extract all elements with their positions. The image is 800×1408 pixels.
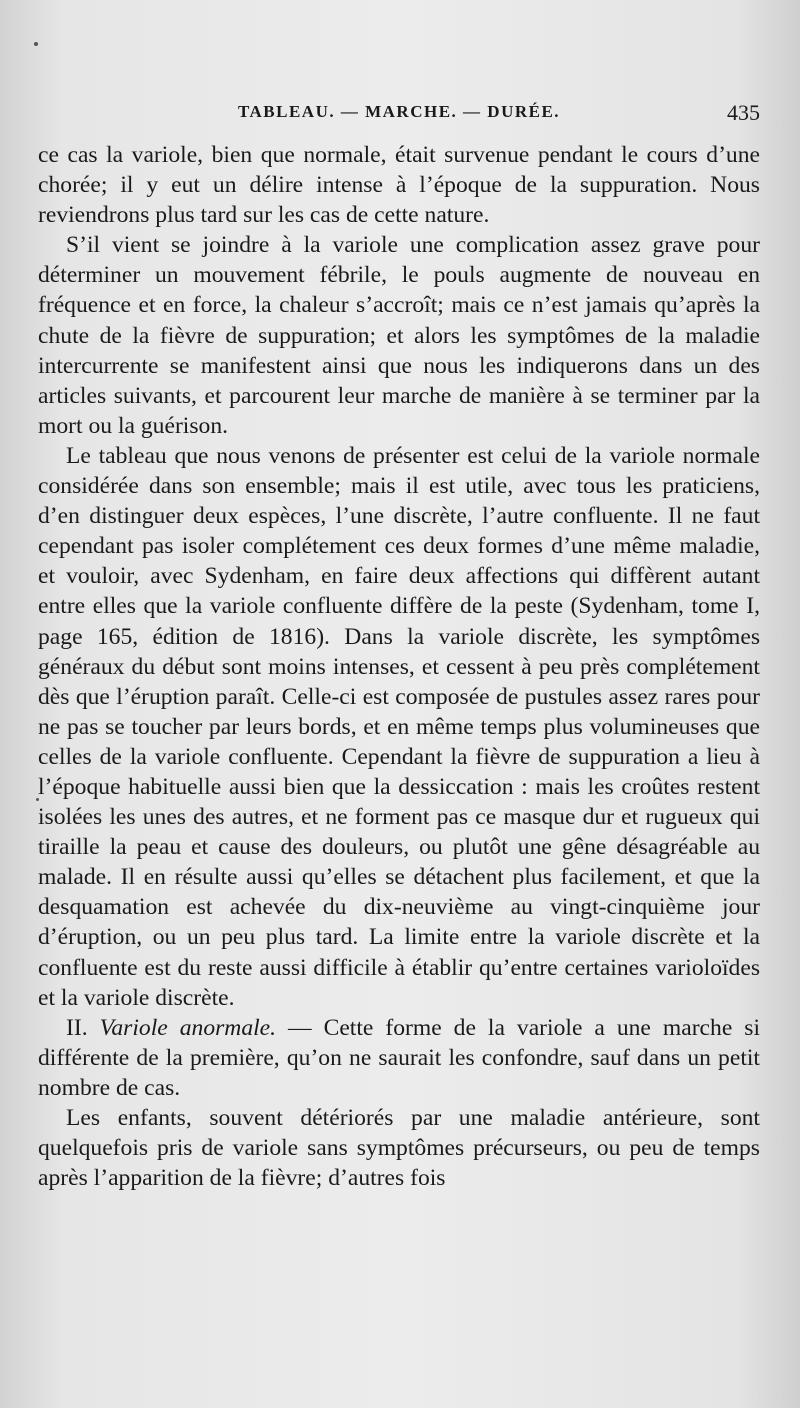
print-speck <box>34 42 38 46</box>
paragraph: Les enfants, souvent détériorés par une maladie antérieure, sont quelquefois pris de variole sans symptômes précurseurs, ou peu de temps après l’apparition de la fièvre; d’autres fois <box>38 1105 760 1192</box>
page-header <box>38 102 760 130</box>
paragraph: Le tableau que nous venons de présenter est celui de la variole normale considérée dans son ensemble; mais il est utile, avec tous les praticiens, d’en distinguer deux espèces, l’une discrète, l’autre confluente. Il ne faut cependant pas isoler complétement ces deux formes d’une même maladie, et vouloir, avec Sydenham, en faire deux affections qui diffèrent autant entre elles que la variole confluente diffère de la peste (Sydenham, tome I, page 165, édition de 1816). Dans la variole discrète, les symptômes généraux du début sont moins intenses, et cessent à peu près complétement dès que l’éruption paraît. Celle-ci est composée de pustules assez rares pour ne pas se toucher par leurs bords, et en même temps plus volumineuses que celles de la variole confluente. Cependant la fièvre de suppuration a lieu à l’époque habituelle aussi bien que la dessiccation : mais les croûtes restent isolées les unes des autres, et ne forment pas ce masque dur et rugueux qui tiraille la peau et cause des douleurs, ou plutôt une gêne désagréable au malade. Il en résulte aussi qu’elles se détachent plus facilement, et que la desquamation est achevée du dix-neuvième au vingt-cinquième jour d’éruption, ou un peu plus tard. La limite entre la variole discrète et la confluente est du reste aussi difficile à établir qu’entre certaines varioloïdes et la variole discrète. <box>38 442 760 1011</box>
running-head: TABLEAU. — MARCHE. — DURÉE. <box>237 102 561 121</box>
paragraph: S’il vient se joindre à la variole une complication assez grave pour déterminer un mouvement fébrile, le pouls augmente de nouveau en fréquence et en force, la chaleur s’accroît; mais ce n’est jamais qu’après la chute de la fièvre de suppuration; et alors les symptômes de la maladie intercurrente se manifestent ainsi que nous les indiquerons dans un des articles suivants, et parcourent leur marche de manière à se terminer par la mort ou la guérison. <box>38 232 760 439</box>
section-title: Variole anormale. <box>99 1014 277 1041</box>
body-text <box>38 140 760 1193</box>
paragraph-text: — Cette forme de la variole a une marche si différente de la première, qu’on ne saurait les confondre, sauf dans un petit nombre de cas. <box>38 1014 761 1101</box>
paragraph <box>38 1013 760 1103</box>
paragraph: ce cas la variole, bien que normale, était survenue pendant le cours d’une chorée; il y eut un délire intense à l’époque de la suppuration. Nous reviendrons plus tard sur les cas de cette nature. <box>38 142 760 229</box>
page-number: 435 <box>727 100 760 125</box>
section-number: II. <box>66 1014 100 1041</box>
